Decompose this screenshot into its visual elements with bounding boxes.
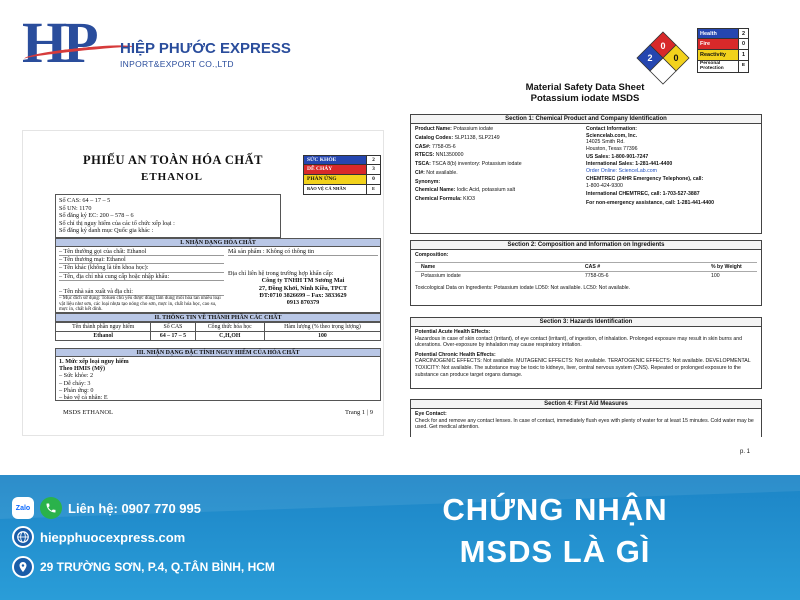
hazard-health-row: SỨC KHỎE 2 <box>303 155 381 165</box>
nfpa-reactivity-value: 0 <box>673 53 679 63</box>
nfpa-fire-value: 0 <box>660 41 666 51</box>
website-row[interactable] <box>12 526 185 548</box>
vn-section-1-body <box>55 247 381 313</box>
vn-section-1-left: – Tên thường gọi của chất: Ethanol – Tên thương mại: Ethanol – Tên khác (không là tên khoa học): – Tên, địa chỉ nhà cung cấp hoặc nhập khẩu: – Tên nhà sản xuất và địa chỉ: – Mục đích sử dụng: Toluen chủ yếu được dùng làm dung môi hòa tan nhiều loại vật liệu như sơn, các loại nhựa tạo nóng cho sơn, mực in, chất hóa học, cao su, mực in, chất kết dính. <box>59 248 224 313</box>
contact-phone[interactable]: Liên hệ: 0907 770 995 <box>68 500 201 516</box>
en-section-1-left: Product Name: Potassium iodate Catalog Codes: SLP1138, SLP2149 CAS#: 7758-05-6 RTECS: NN1350000 TSCA: TSCA 8(b) inventory: Potassium iodate CI#: Not available. Synonym: Chemical Name: Iodic Acid, potassium salt Chemical Formula: KIO3 <box>415 126 522 203</box>
logo-company-name: HIỆP PHƯỚC EXPRESS <box>120 40 291 57</box>
vn-composition-table: Tên thành phần nguy hiểm Số CAS Công thức hóa học Hàm lượng (% theo trọng lượng) Ethanol 64 – 17 – 5 C₂H₅OH 100 <box>55 322 381 341</box>
headline-line-2: MSDS LÀ GÌ <box>459 534 651 569</box>
vn-cas-line: Số CAS: 64 – 17 – 5 <box>59 197 111 204</box>
bottom-banner <box>0 475 800 600</box>
vn-footer-doc-name: MSDS ETHANOL <box>63 409 114 416</box>
nfpa-health-value: 2 <box>647 53 653 63</box>
phone-icon[interactable] <box>40 497 62 519</box>
vn-section-3-header: III. NHẬN DẠNG ĐẶC TÍNH NGUY HIỂM CỦA HÓA CHẤT <box>55 348 381 357</box>
logo-mark: HP <box>22 10 95 75</box>
hmis-ppe-row: Personal Protection E <box>697 61 749 73</box>
hazard-reactivity-row: PHẢN ỨNG 0 <box>303 175 381 185</box>
address-text: 29 TRƯỜNG SƠN, P.4, Q.TÂN BÌNH, HCM <box>40 560 275 574</box>
vn-identifier-box <box>55 194 281 238</box>
hazard-fire-row: DỄ CHÁY 3 <box>303 165 381 175</box>
vn-msds-document <box>22 130 384 436</box>
en-section-2: Section 2: Composition and Information on Ingredients Composition: Name CAS # % by Weight Potassium iodate 7758-05-6 100 Toxicological Data on Ingredients: Potassium iodate LD50: Not available. LC50: Not available. <box>410 240 762 306</box>
en-section-1-right: Contact Information: Sciencelab.com, Inc. 14025 Smith Rd. Houston, Texas 77396 US Sales: 1-800-901-7247 International Sales: 1-281-441-4400 Order Online: ScienceLab.com CHEMTREC (24HR Emergency Telephone), call: 1-800-424-9300 International CHEMTREC, call: 1-703-527-3887 For non-emergency assistance, call: 1-281-441-4400 <box>586 126 715 206</box>
contact-row[interactable] <box>12 497 201 519</box>
headline-line-1: CHỨNG NHẬN <box>442 492 668 527</box>
en-doc-title: Material Safety Data Sheet Potassium iodate MSDS <box>525 82 645 104</box>
vn-ec-line: Số đăng ký EC: 200 – 578 – 6 <box>59 212 134 219</box>
hazard-ppe-row: BẢO VỆ CÁ NHÂN E <box>303 185 381 195</box>
vn-hazard-index-line: Số chỉ thị nguy hiểm của các tổ chức xếp loại : <box>59 219 175 227</box>
hmis-health-row: Health 2 <box>697 28 749 39</box>
logo-tagline: INPORT&EXPORT CO.,LTD <box>120 59 234 69</box>
globe-icon <box>12 526 34 548</box>
en-page-number: p. 1 <box>740 449 751 455</box>
hmis-fire-row: Fire 0 <box>697 39 749 50</box>
vn-section-2-header: II. THÔNG TIN VỀ THÀNH PHẦN CÁC CHẤT <box>55 313 381 322</box>
vn-section-1-right: Mã sản phẩm : Không có thông tin Địa chỉ liên hệ trong trường hợp khẩn cấp: Công ty TNHH TM Sương Mai 27, Đồng Khởi, Ninh Kiều, TPCT ĐT:0710 3826699 – Fax: 3833629 0913 870379 <box>228 248 378 306</box>
hmis-rating-label <box>697 28 749 73</box>
en-section-3-header: Section 3: Hazards Identification <box>411 318 761 327</box>
en-section-3: Section 3: Hazards Identification Potential Acute Health Effects: Hazardous in case of skin contact (irritant), of eye contact (irritant), of ingestion, of inhalation. Prolonged exposure may result in skin burns and ulcerations. Over-exposure by inhalation may cause respiratory irritation. Potential Chronic Health Effects: CARCINOGENIC EFFECTS: Not available. MUTAGENIC EFFECTS: Not available. TERATOGENIC EFFECTS: Not available. DEVELOPMENTAL TOXICITY: Not available. The substance may be toxic to kidneys, liver, central nervous system (CNS). Repeated or prolonged exposure to the substance can produce target organs damage. <box>410 317 762 389</box>
vn-un-line: Số UN: 1170 <box>59 204 92 212</box>
vn-doc-title: PHIẾU AN TOÀN HÓA CHẤT <box>83 153 264 167</box>
zalo-icon[interactable]: Zalo <box>12 497 34 519</box>
address-row <box>12 556 275 578</box>
vn-footer-page: Trang 1 | 9 <box>345 409 373 416</box>
en-section-4-header: Section 4: First Aid Measures <box>411 400 761 409</box>
company-logo <box>22 10 291 75</box>
vn-doc-subtitle: ETHANOL <box>141 171 204 183</box>
vn-section-3-body: 1. Mức xếp loại nguy hiểm Theo HMIS (Mỹ) – Sức khỏe: 2 – Dễ cháy: 3 – Phản ứng: 0 – bảo vệ cá nhân: E <box>55 357 381 401</box>
hmis-reactivity-row: Reactivity 1 <box>697 50 749 61</box>
nfpa-diamond-icon <box>635 30 691 86</box>
vn-registry-line: Số đăng ký danh mục Quốc gia khác : <box>59 227 154 234</box>
website-link[interactable]: hiepphuocexpress.com <box>40 529 186 545</box>
location-pin-icon <box>12 556 34 578</box>
en-section-1 <box>410 114 762 234</box>
en-section-4: Section 4: First Aid Measures Eye Contact: Check for and remove any contact lenses. In case of contact, immediately flush eyes with plenty of water for at least 15 minutes. Cold water may be used. Get medical attention. <box>410 399 762 437</box>
vn-hazard-rating-box <box>303 155 381 195</box>
en-section-1-header: Section 1: Chemical Product and Company Identification <box>411 115 761 124</box>
vn-section-1-header: I. NHẬN DẠNG HÓA CHẤT <box>55 238 381 247</box>
en-section-2-header: Section 2: Composition and Information on Ingredients <box>411 241 761 250</box>
